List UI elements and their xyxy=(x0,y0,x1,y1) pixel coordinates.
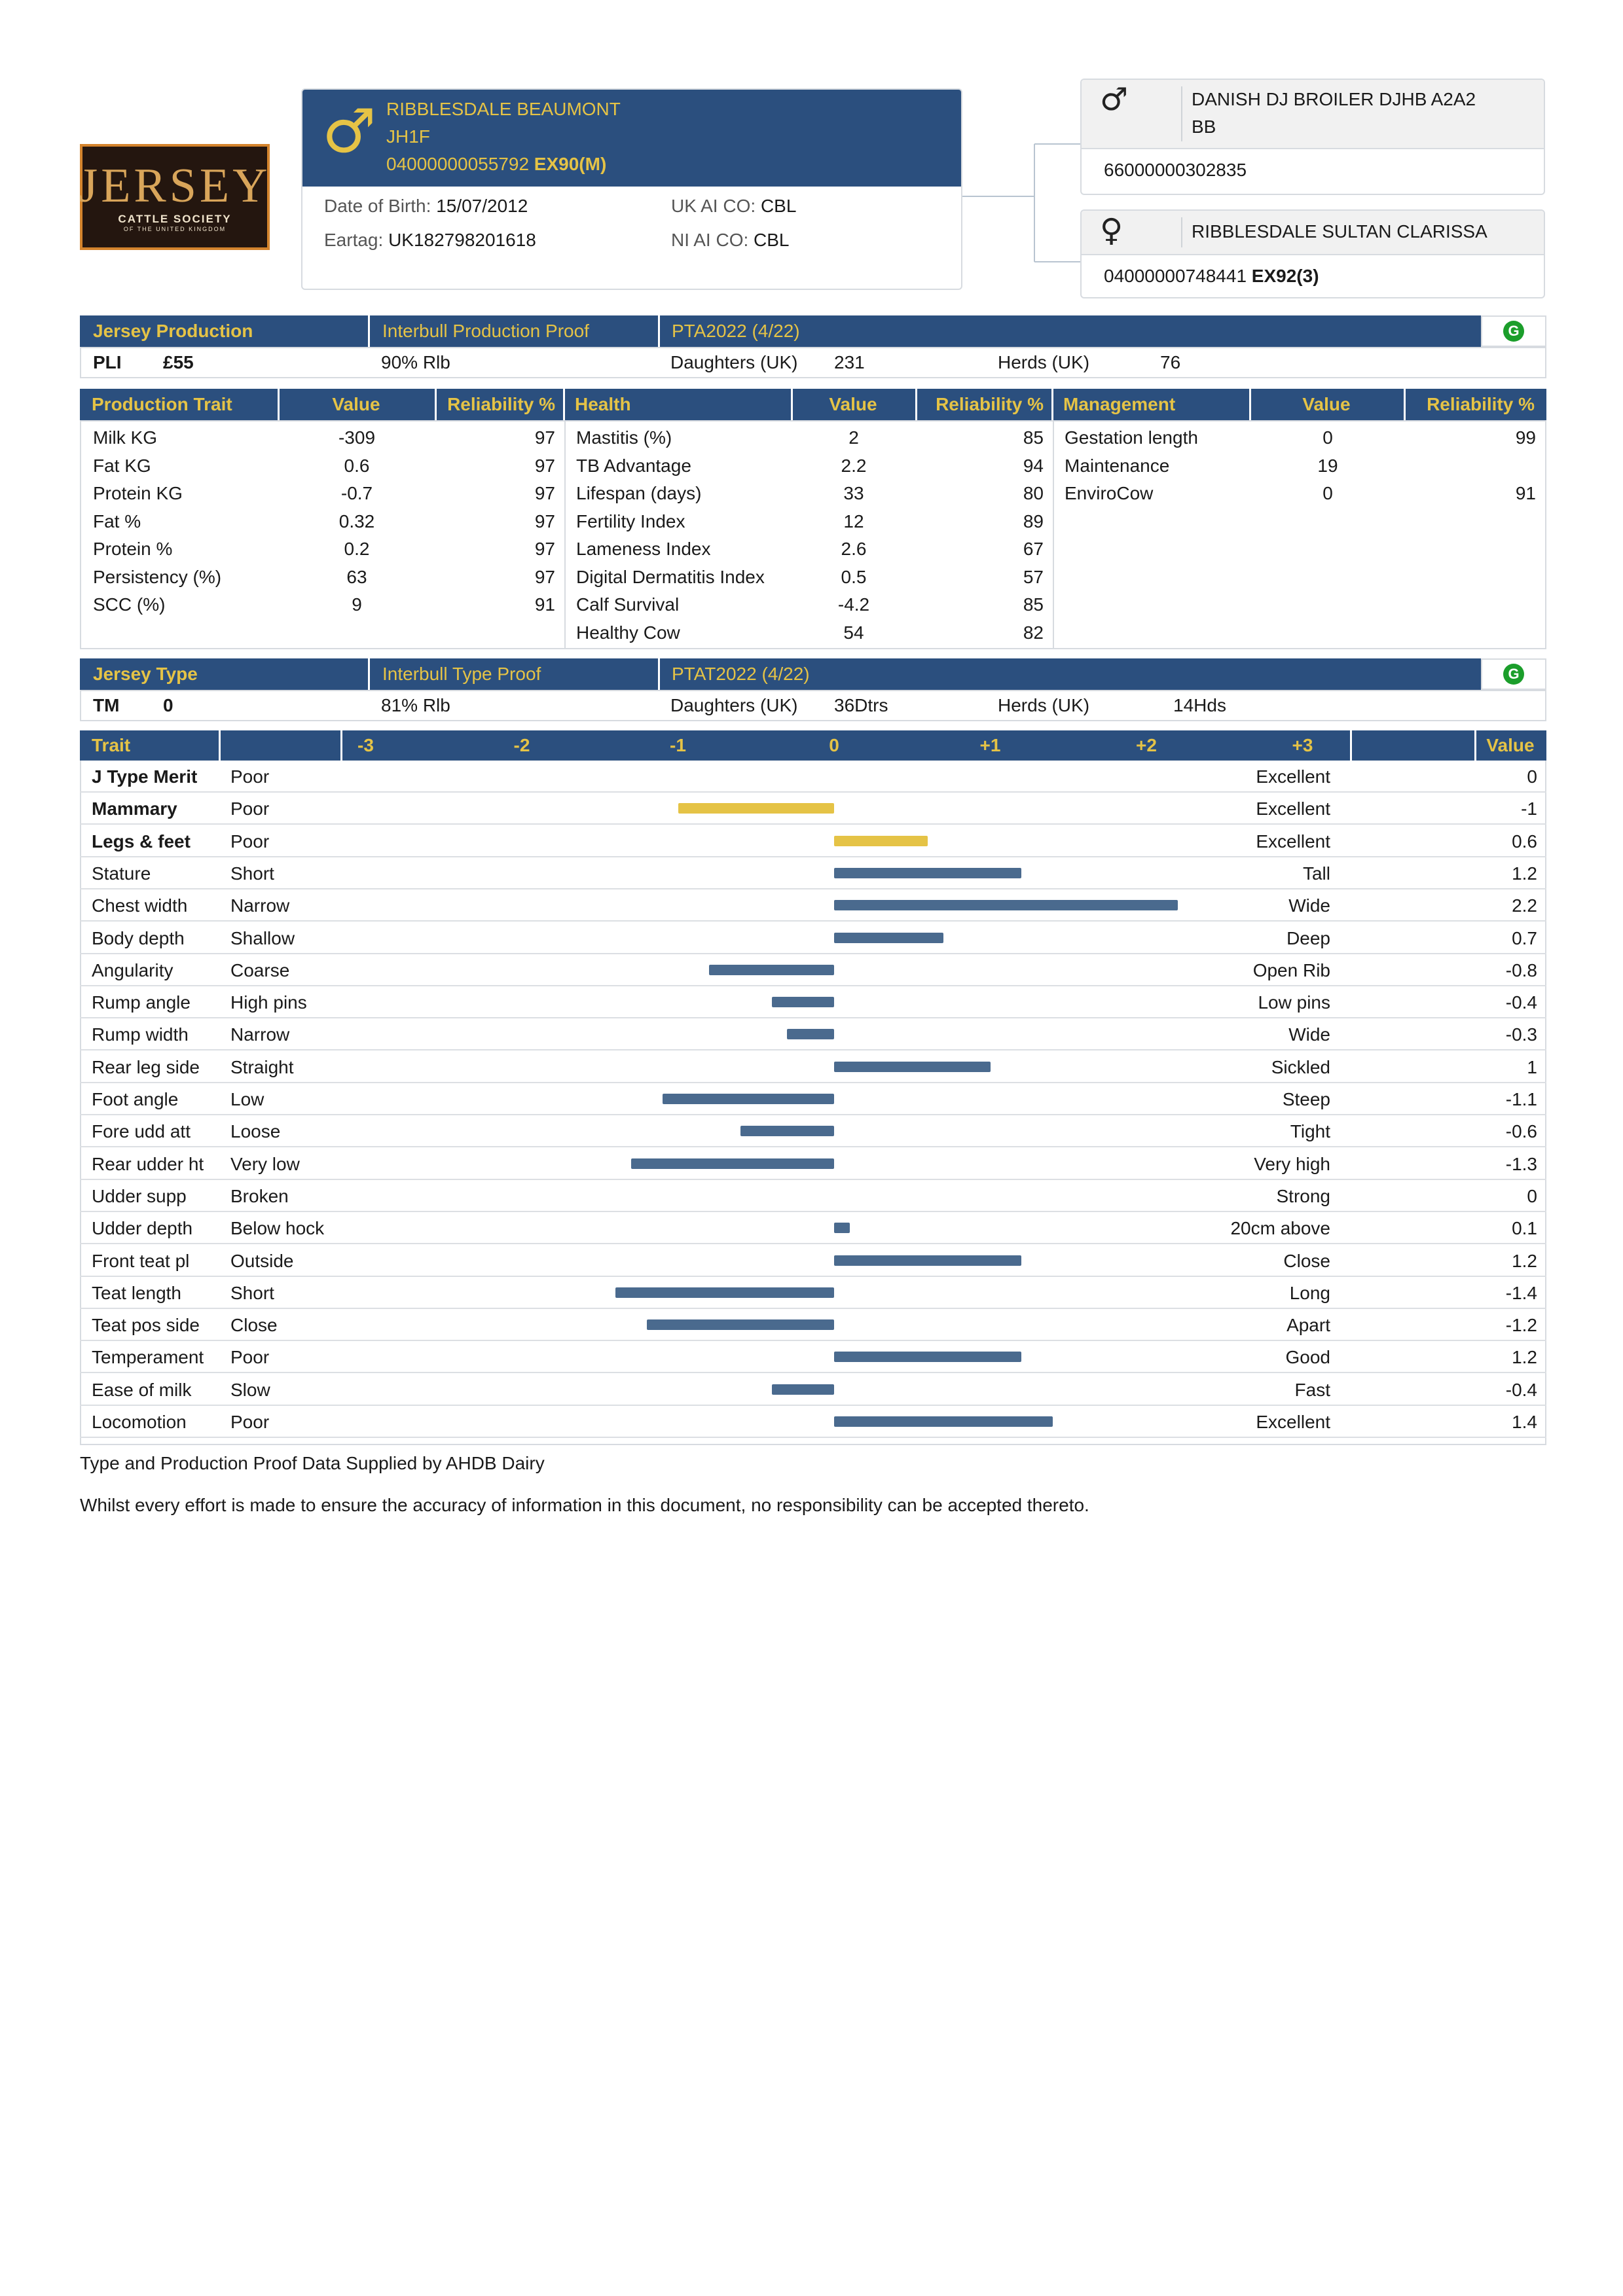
trait-high-label: Excellent xyxy=(1256,798,1330,819)
animal-id-line xyxy=(386,154,606,175)
sire-header xyxy=(1082,80,1544,149)
scale-label: -1 xyxy=(670,735,686,755)
trait-bar xyxy=(772,997,834,1007)
trait-bar xyxy=(663,1094,834,1104)
animal-classification: EX90(M) xyxy=(534,154,607,174)
production-header-bar xyxy=(80,315,1546,347)
trait-high-label: Open Rib xyxy=(1252,960,1330,980)
trait-name: Angularity xyxy=(92,960,173,980)
trait-name: Front teat pl xyxy=(92,1250,190,1271)
trait-bar xyxy=(631,1158,834,1169)
uk-ai-label: UK AI CO: xyxy=(671,196,756,216)
trait-name: Rump width xyxy=(92,1024,189,1045)
cell-reliability: 94 xyxy=(1023,455,1044,476)
trait-name: Temperament xyxy=(92,1347,204,1368)
trait-high-label: Steep xyxy=(1282,1089,1330,1109)
trait-value: 2.2 xyxy=(1512,895,1537,916)
trait-name: Udder depth xyxy=(92,1218,193,1239)
trait-high-label: Low pins xyxy=(1258,992,1330,1013)
cell-reliability: 82 xyxy=(1023,622,1044,643)
trait-row xyxy=(80,954,1546,986)
cell-trait: TB Advantage xyxy=(576,455,691,476)
data-source-note: Type and Production Proof Data Supplied by AHDB Dairy xyxy=(80,1453,545,1473)
trait-row xyxy=(80,1115,1546,1147)
uk-ai-row xyxy=(671,196,796,217)
genomic-badge-icon: G xyxy=(1503,664,1524,685)
trait-value: -0.4 xyxy=(1505,992,1537,1013)
type-trait-header xyxy=(80,730,1546,761)
trait-name: Rear udder ht xyxy=(92,1153,204,1174)
dam-id: 04000000748441 xyxy=(1104,266,1247,286)
cell-reliability: 91 xyxy=(534,594,555,615)
cell-trait: Calf Survival xyxy=(576,594,680,615)
cell-reliability: 97 xyxy=(534,483,555,503)
cell-trait: SCC (%) xyxy=(93,594,166,615)
type-daughters-label: Daughters (UK) xyxy=(670,695,798,715)
cell-value: 0.6 xyxy=(344,455,370,476)
cell-trait: Milk KG xyxy=(93,427,157,448)
production-value-header: Value xyxy=(332,394,380,414)
trait-row xyxy=(80,1406,1546,1438)
trait-high-label: Wide xyxy=(1288,1024,1330,1045)
cell-value: 54 xyxy=(843,622,864,643)
divider xyxy=(658,315,660,347)
trait-value: -1.1 xyxy=(1505,1089,1537,1109)
cell-value: 0 xyxy=(1322,427,1333,448)
logo-subtitle-2: OF THE UNITED KINGDOM xyxy=(123,226,227,232)
management-row xyxy=(81,424,1545,452)
trait-row xyxy=(80,1083,1546,1115)
health-reliability-header: Reliability % xyxy=(936,394,1044,414)
cell-reliability: 97 xyxy=(534,427,555,448)
cell-reliability: 91 xyxy=(1515,483,1536,503)
cell-value: 2 xyxy=(848,427,859,448)
dob-row xyxy=(324,196,528,217)
trait-low-label: Poor xyxy=(230,1412,270,1432)
trait-low-label: Poor xyxy=(230,1347,270,1368)
trait-bar xyxy=(787,1029,834,1039)
type-run: PTAT2022 (4/22) xyxy=(672,664,810,684)
trait-row xyxy=(80,1277,1546,1309)
cell-trait: Gestation length xyxy=(1065,427,1198,448)
trait-row xyxy=(80,1212,1546,1244)
health-row xyxy=(81,619,1545,647)
trait-value: -0.6 xyxy=(1505,1121,1537,1142)
dam-classification: EX92(3) xyxy=(1251,266,1319,286)
trait-row xyxy=(80,825,1546,857)
cell-reliability: 85 xyxy=(1023,594,1044,615)
trait-name: Mammary xyxy=(92,798,177,819)
trait-low-label: Loose xyxy=(230,1121,281,1142)
dam-id-line xyxy=(1104,266,1319,287)
trait-bar xyxy=(834,1416,1053,1427)
trait-row xyxy=(80,1245,1546,1277)
trait-name: Rump angle xyxy=(92,992,191,1013)
trait-low-label: Poor xyxy=(230,831,270,852)
daughters-value: 231 xyxy=(834,352,865,372)
eartag-row xyxy=(324,230,536,251)
pli-value: £55 xyxy=(163,352,194,372)
trait-row xyxy=(80,986,1546,1018)
type-daughters-value: 36Dtrs xyxy=(834,695,888,715)
cell-trait: Lameness Index xyxy=(576,539,711,559)
scale-label: -2 xyxy=(513,735,530,755)
scale-label: +1 xyxy=(979,735,1001,755)
trait-bar xyxy=(647,1319,834,1330)
dob-value: 15/07/2012 xyxy=(436,196,528,216)
trait-bar xyxy=(834,933,943,943)
trait-name: Foot angle xyxy=(92,1089,179,1109)
trait-row xyxy=(80,1341,1546,1373)
pli-label: PLI xyxy=(93,352,122,372)
production-reliability-header: Reliability % xyxy=(447,394,555,414)
production-proof: Interbull Production Proof xyxy=(382,321,589,341)
trait-name: Body depth xyxy=(92,927,185,948)
management-value-header: Value xyxy=(1302,394,1351,414)
management-reliability-header: Reliability % xyxy=(1427,394,1535,414)
trait-low-label: Broken xyxy=(230,1185,289,1206)
trait-high-label: Excellent xyxy=(1256,766,1330,787)
cell-trait: Maintenance xyxy=(1065,455,1170,476)
type-proof: Interbull Type Proof xyxy=(382,664,541,684)
cell-trait: Healthy Cow xyxy=(576,622,680,643)
trait-value: 0.1 xyxy=(1512,1218,1537,1239)
trait-high-label: Close xyxy=(1283,1250,1330,1271)
cell-value: 9 xyxy=(352,594,362,615)
disclaimer: Whilst every effort is made to ensure the accuracy of information in this document, no responsibility can be accepted thereto. xyxy=(80,1495,1089,1515)
eartag-value: UK182798201618 xyxy=(388,230,536,250)
animal-card xyxy=(301,88,962,290)
trait-low-label: Straight xyxy=(230,1056,294,1077)
trait-row xyxy=(80,1148,1546,1180)
trait-bar xyxy=(834,900,1178,910)
divider xyxy=(1350,730,1352,761)
trait-value: 1 xyxy=(1527,1056,1537,1077)
divider xyxy=(1181,86,1182,141)
trait-low-label: Slow xyxy=(230,1379,270,1400)
animal-id: 04000000055792 xyxy=(386,154,530,174)
trait-name: Locomotion xyxy=(92,1412,187,1432)
trait-row xyxy=(80,922,1546,954)
cell-value: 2.6 xyxy=(841,539,867,559)
trait-value: -1.2 xyxy=(1505,1315,1537,1336)
trait-name: Teat length xyxy=(92,1282,181,1303)
tm-label: TM xyxy=(93,695,120,715)
trait-bar xyxy=(740,1126,834,1136)
trait-row xyxy=(80,1309,1546,1341)
cell-trait: Fat KG xyxy=(93,455,151,476)
sire-name-line2: BB xyxy=(1192,117,1216,137)
ni-ai-label: NI AI CO: xyxy=(671,230,749,250)
production-summary xyxy=(80,347,1546,378)
dob-label: Date of Birth: xyxy=(324,196,431,216)
trait-high-label: Fast xyxy=(1294,1379,1330,1400)
cell-trait: Protein % xyxy=(93,539,173,559)
scale-label: +2 xyxy=(1136,735,1157,755)
trait-value: -1 xyxy=(1521,798,1537,819)
type-value-column-header: Value xyxy=(1486,735,1535,755)
trait-row xyxy=(80,889,1546,922)
tm-value: 0 xyxy=(163,695,173,715)
logo-wordmark: JERSEY xyxy=(79,159,271,213)
trait-high-label: Deep xyxy=(1286,927,1330,948)
trait-high-label: Strong xyxy=(1276,1185,1330,1206)
trait-value: -0.8 xyxy=(1505,960,1537,980)
scale-label: -3 xyxy=(357,735,374,755)
trait-row xyxy=(80,1051,1546,1083)
female-icon: ♀ xyxy=(1100,212,1123,249)
health-value-header: Value xyxy=(829,394,877,414)
management-row xyxy=(81,480,1545,507)
cell-value: -4.2 xyxy=(837,594,870,615)
trait-row xyxy=(80,1180,1546,1212)
cell-value: 33 xyxy=(843,483,864,503)
divider xyxy=(1051,389,1053,420)
trait-low-label: Narrow xyxy=(230,1024,290,1045)
trait-bar xyxy=(834,836,928,846)
pedigree-connector xyxy=(962,137,1080,268)
cell-value: 0.2 xyxy=(344,539,370,559)
trait-low-label: Shallow xyxy=(230,927,295,948)
cell-trait: Digital Dermatitis Index xyxy=(576,566,765,587)
trait-row xyxy=(80,761,1546,793)
trait-name: Legs & feet xyxy=(92,831,191,852)
cell-value: 12 xyxy=(843,511,864,531)
trait-bar xyxy=(772,1384,834,1395)
cell-reliability: 80 xyxy=(1023,483,1044,503)
trait-value: -1.3 xyxy=(1505,1153,1537,1174)
cell-value: -309 xyxy=(338,427,376,448)
health-row xyxy=(81,564,1545,591)
cell-reliability: 99 xyxy=(1515,427,1536,448)
health-header: Health xyxy=(575,394,631,414)
trait-high-label: Wide xyxy=(1288,895,1330,916)
trait-value: 1.2 xyxy=(1512,1250,1537,1271)
trait-name: J Type Merit xyxy=(92,766,198,787)
trait-bar xyxy=(615,1287,834,1298)
cell-value: 0 xyxy=(1322,483,1333,503)
type-trait-column-header: Trait xyxy=(92,735,131,755)
cell-value: 2.2 xyxy=(841,455,867,476)
trait-value: -1.4 xyxy=(1505,1282,1537,1303)
trait-low-label: Short xyxy=(230,863,274,884)
trait-value: 0.6 xyxy=(1512,831,1537,852)
type-title: Jersey Type xyxy=(93,664,198,684)
trait-low-label: Close xyxy=(230,1315,278,1336)
trait-high-label: Very high xyxy=(1254,1153,1330,1174)
cell-value: 63 xyxy=(346,566,367,587)
daughters-label: Daughters (UK) xyxy=(670,352,798,372)
trait-low-label: Low xyxy=(230,1089,264,1109)
cell-value: 0.32 xyxy=(338,511,375,531)
cell-trait: EnviroCow xyxy=(1065,483,1154,503)
trait-name: Chest width xyxy=(92,895,188,916)
production-title: Jersey Production xyxy=(93,321,253,341)
health-row xyxy=(81,508,1545,535)
cell-reliability: 57 xyxy=(1023,566,1044,587)
type-header-bar xyxy=(80,658,1546,690)
cell-reliability: 97 xyxy=(534,455,555,476)
divider xyxy=(563,389,565,420)
cell-reliability: 67 xyxy=(1023,539,1044,559)
divider xyxy=(219,730,221,761)
trait-name: Udder supp xyxy=(92,1185,187,1206)
trait-value: 0 xyxy=(1527,1185,1537,1206)
cell-value: 19 xyxy=(1317,455,1338,476)
male-icon: ♂ xyxy=(322,96,376,166)
cell-trait: Fertility Index xyxy=(576,511,685,531)
dam-card xyxy=(1080,209,1545,298)
animal-card-header xyxy=(302,90,961,187)
cell-value: 0.5 xyxy=(841,566,867,587)
trait-high-label: Long xyxy=(1289,1282,1330,1303)
trait-high-label: Apart xyxy=(1286,1315,1330,1336)
cell-value: -0.7 xyxy=(340,483,373,503)
trait-high-label: Excellent xyxy=(1256,831,1330,852)
cell-trait: Protein KG xyxy=(93,483,183,503)
trait-value: 1.2 xyxy=(1512,863,1537,884)
management-header: Management xyxy=(1063,394,1176,414)
herds-value: 76 xyxy=(1160,352,1181,372)
trait-bar xyxy=(834,868,1021,878)
trait-name: Ease of milk xyxy=(92,1379,192,1400)
divider xyxy=(368,658,370,690)
cell-reliability: 85 xyxy=(1023,427,1044,448)
trait-high-label: Tall xyxy=(1302,863,1330,884)
cell-trait: Lifespan (days) xyxy=(576,483,702,503)
ni-ai-value: CBL xyxy=(754,230,790,250)
trait-bar xyxy=(834,1223,850,1233)
scale-label: +3 xyxy=(1292,735,1313,755)
trait-row xyxy=(80,857,1546,889)
scale-label: 0 xyxy=(829,735,839,755)
trait-row xyxy=(80,1374,1546,1406)
trait-low-label: Outside xyxy=(230,1250,294,1271)
trait-value: -0.4 xyxy=(1505,1379,1537,1400)
trait-high-label: Sickled xyxy=(1271,1056,1330,1077)
trait-bar xyxy=(834,1062,991,1072)
trait-value: 1.2 xyxy=(1512,1347,1537,1368)
cell-reliability: 97 xyxy=(534,539,555,559)
animal-name: RIBBLESDALE BEAUMONT xyxy=(386,99,621,119)
cell-trait: Mastitis (%) xyxy=(576,427,672,448)
cell-trait: Persistency (%) xyxy=(93,566,222,587)
trait-bar xyxy=(678,803,835,814)
sire-name-line1: DANISH DJ BROILER DJHB A2A2 xyxy=(1192,89,1476,109)
male-icon: ♂ xyxy=(1100,81,1129,118)
cell-reliability: 89 xyxy=(1023,511,1044,531)
ni-ai-row xyxy=(671,230,790,251)
trait-row xyxy=(80,793,1546,825)
trait-row xyxy=(80,1018,1546,1050)
traits-table-body xyxy=(80,420,1546,649)
divider xyxy=(368,315,370,347)
dam-header xyxy=(1082,211,1544,255)
trait-bar xyxy=(709,965,834,975)
trait-low-label: Coarse xyxy=(230,960,290,980)
trait-high-label: Tight xyxy=(1290,1121,1330,1142)
animal-code: JH1F xyxy=(386,126,430,147)
trait-name: Fore udd att xyxy=(92,1121,191,1142)
trait-high-label: Excellent xyxy=(1256,1412,1330,1432)
traits-table-header xyxy=(80,389,1546,420)
trait-value: -0.3 xyxy=(1505,1024,1537,1045)
trait-low-label: Poor xyxy=(230,766,270,787)
type-herds-label: Herds (UK) xyxy=(998,695,1090,715)
trait-value: 0.7 xyxy=(1512,927,1537,948)
divider xyxy=(1181,217,1182,247)
trait-value: 1.4 xyxy=(1512,1412,1537,1432)
production-trait-header: Production Trait xyxy=(92,394,232,414)
cell-reliability: 97 xyxy=(534,566,555,587)
eartag-label: Eartag: xyxy=(324,230,384,250)
health-row xyxy=(81,535,1545,563)
trait-bar xyxy=(834,1255,1021,1266)
divider xyxy=(658,658,660,690)
cell-trait: Fat % xyxy=(93,511,141,531)
type-summary xyxy=(80,690,1546,721)
trait-low-label: Short xyxy=(230,1282,274,1303)
management-row xyxy=(81,452,1545,480)
trait-low-label: Very low xyxy=(230,1153,300,1174)
trait-low-label: Below hock xyxy=(230,1218,325,1239)
trait-name: Stature xyxy=(92,863,151,884)
trait-low-label: High pins xyxy=(230,992,307,1013)
production-reliability: 90% Rlb xyxy=(381,352,450,372)
trait-low-label: Narrow xyxy=(230,895,290,916)
trait-bar xyxy=(834,1352,1021,1362)
logo-subtitle: CATTLE SOCIETY xyxy=(118,213,232,225)
health-row xyxy=(81,591,1545,619)
herds-label: Herds (UK) xyxy=(998,352,1090,372)
trait-value: 0 xyxy=(1527,766,1537,787)
cell-reliability: 97 xyxy=(534,511,555,531)
genomic-badge-icon: G xyxy=(1503,321,1524,342)
dam-name: RIBBLESDALE SULTAN CLARISSA xyxy=(1192,221,1487,242)
type-reliability: 81% Rlb xyxy=(381,695,450,715)
trait-high-label: 20cm above xyxy=(1230,1218,1330,1239)
sire-card xyxy=(1080,79,1545,195)
jersey-cattle-society-logo xyxy=(80,144,270,250)
type-herds-value: 14Hds xyxy=(1173,695,1226,715)
uk-ai-value: CBL xyxy=(760,196,797,216)
production-run: PTA2022 (4/22) xyxy=(672,321,800,341)
sire-id: 66000000302835 xyxy=(1104,160,1247,180)
trait-high-label: Good xyxy=(1285,1347,1330,1368)
trait-name: Teat pos side xyxy=(92,1315,200,1336)
trait-name: Rear leg side xyxy=(92,1056,200,1077)
trait-low-label: Poor xyxy=(230,798,270,819)
